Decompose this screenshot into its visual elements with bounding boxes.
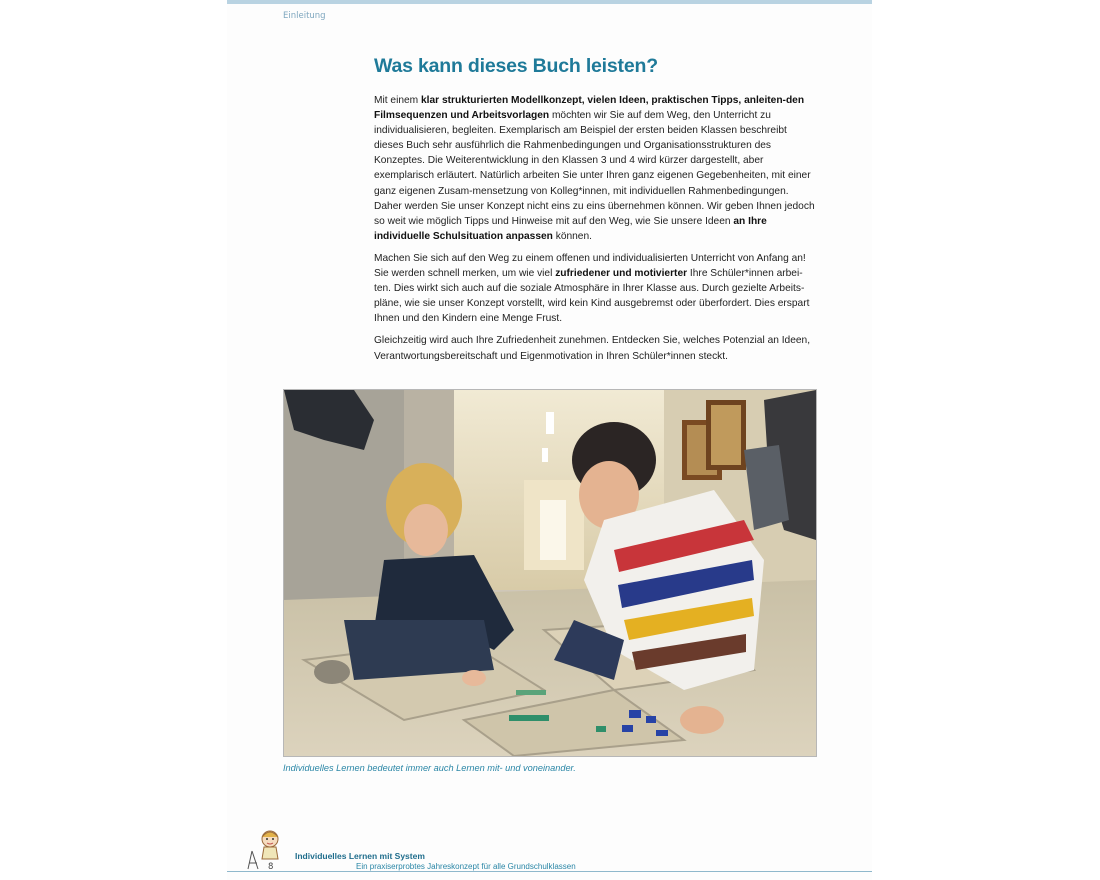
photo-illustration — [284, 390, 816, 756]
page-number: 8 — [268, 862, 274, 872]
page-title: Was kann dieses Buch leisten? — [374, 55, 658, 77]
paragraph-2 — [374, 251, 816, 326]
paragraph-1-bold: an Ihre individuelle Schulsituation anpassen — [374, 215, 767, 242]
paragraph-1-text: möchten wir Sie auf dem Weg, den Unterricht zu individualisieren, begleiten. Exemplarisch am Beispiel der ersten beiden Klassen beschreibt dieses Buch sehr ausführlich die Rahmenbedingungen und Organisationsstrukturen des Konzeptes. Die Weiterentwicklung in den Klassen 3 und 4 wird kürzer dargestellt, aber exemplarisch erläutert. Natürlich arbeiten Sie unter Ihren ganz eigenen Gegebenheiten, mit einer ganz eigenen Zusam-mensetzung von Kolleg*innen, mit individuellen Rahmenbedingungen. Daher werden Sie unser Konzept nicht eins zu eins übernehmen können. Wir geben Ihnen jedoch so weit wie möglich Tipps und Hinweise mit auf den Weg, wie Sie unsere Ideen — [374, 110, 815, 227]
figure-caption: Individuelles Lernen bedeutet immer auch Lernen mit- und voneinander. — [283, 763, 576, 773]
paragraph-1-bold: klar strukturierten Modellkonzept, vielen Ideen, praktischen Tipps, anleiten-den Filmsequenzen und Arbeitsvorlagen — [374, 95, 805, 122]
paragraph-2-text: Machen Sie sich auf den Weg zu einem offenen und individualisierten Unterricht von Anfang an! Sie werden schnell merken, um wie viel — [374, 252, 806, 280]
paragraph-1-text: Mit einem — [374, 95, 421, 106]
top-rule — [227, 0, 872, 4]
section-label: Einleitung — [283, 11, 326, 21]
paragraph-1-text: können. — [552, 230, 592, 242]
paragraph-2-text: Ihre Schüler*innen arbei-ten. Dies wirkt sich auch auf die soziale Atmosphäre in Ihrer Klasse aus. Durch gezielte Arbeits-pläne, wie sie unser Konzept vorstellt, wird kein Kind ausgebremst oder überfordert. Dies erspart Ihnen und den Kindern eine Menge Frust. — [374, 268, 810, 325]
classroom-photo — [283, 389, 817, 757]
paragraph-1 — [374, 93, 816, 244]
footer-rule — [227, 871, 872, 872]
paragraph-3: Gleichzeitig wird auch Ihre Zufriedenheit zunehmen. Entdecken Sie, welches Potenzial an Ideen, Verantwortungsbereitschaft und Eigenmotivation in Ihren Schüler*innen steckt. — [374, 335, 811, 362]
mascot-illustration — [246, 829, 284, 873]
book-title: Individuelles Lernen mit System — [295, 851, 425, 861]
article-body — [374, 93, 816, 371]
paragraph-2-bold: zufriedener und motivierter — [555, 268, 688, 280]
book-subtitle: Ein praxiserprobtes Jahreskonzept für alle Grundschulklassen — [356, 862, 576, 871]
